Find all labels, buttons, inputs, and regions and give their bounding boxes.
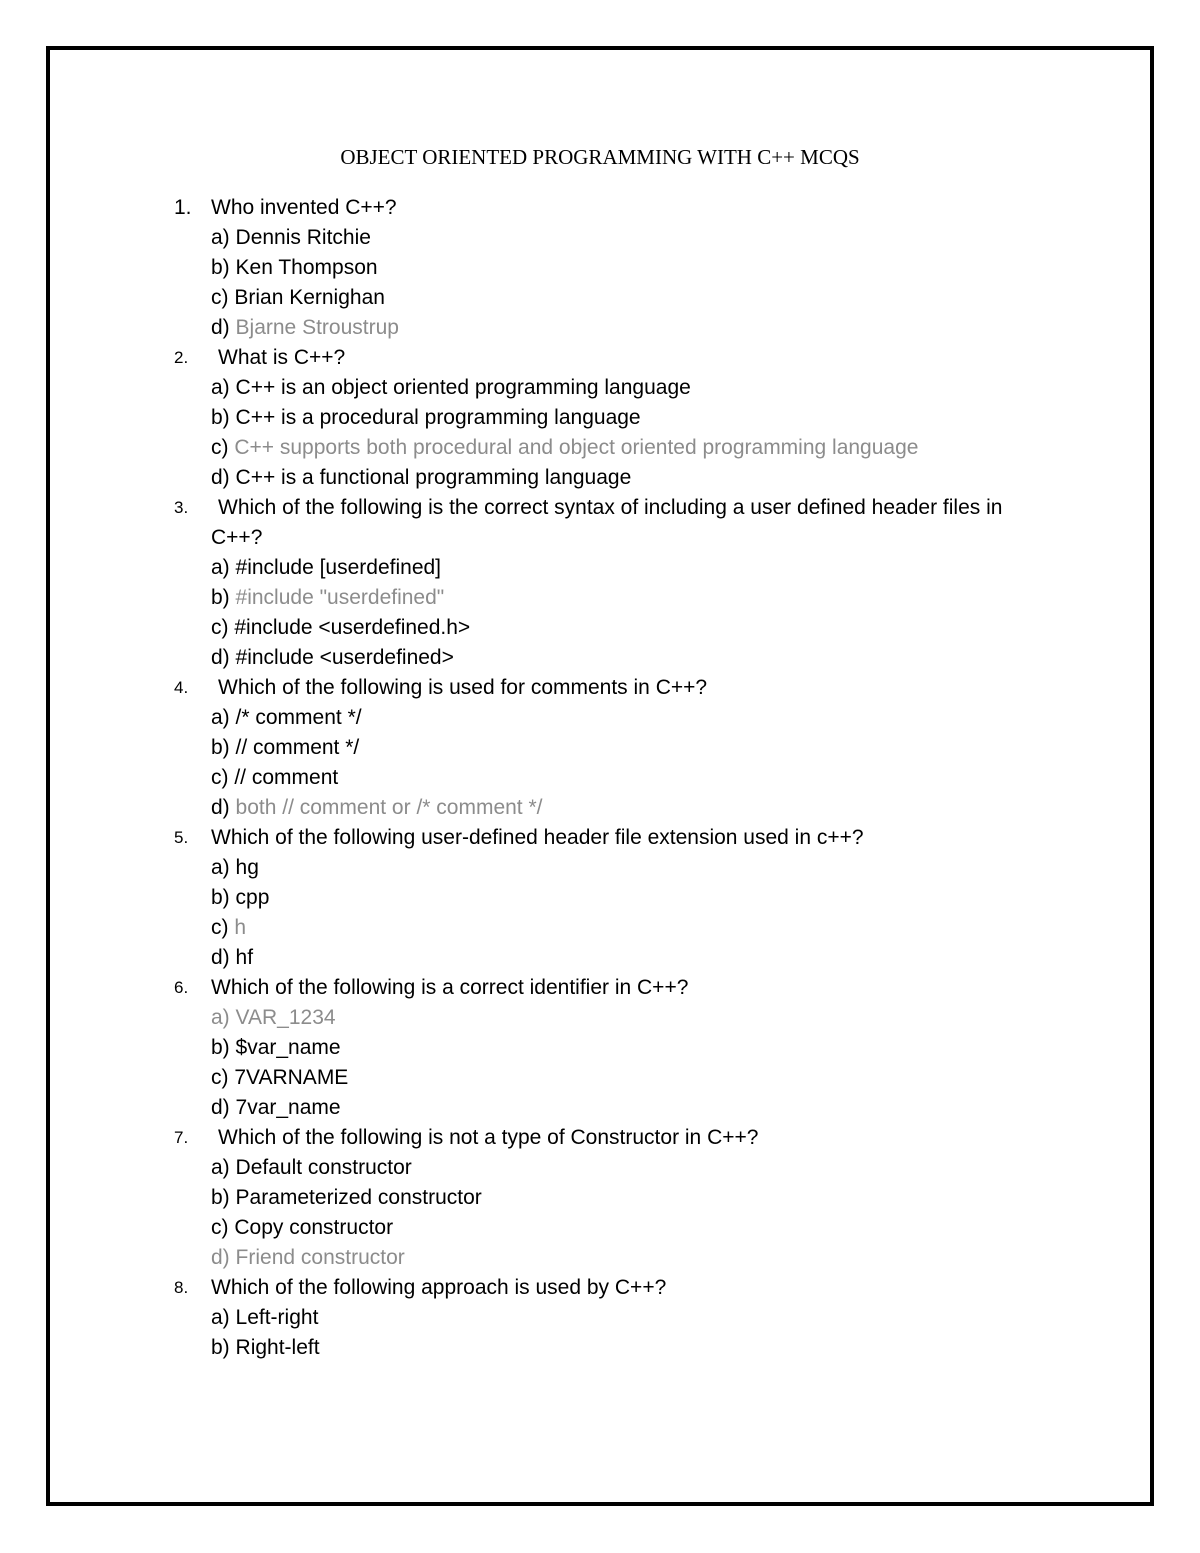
- question-text: Which of the following user-defined header file extension used in c++?: [211, 826, 864, 849]
- question-list: [174, 193, 1074, 1363]
- option-text: // comment: [234, 766, 339, 789]
- option-label: c): [211, 436, 229, 459]
- option-item: [174, 553, 1074, 583]
- option-text: Brian Kernighan: [234, 286, 385, 309]
- option-text: Left-right: [235, 1306, 319, 1329]
- option-text: C++ is a functional programming language: [235, 466, 632, 489]
- option-item: [174, 1153, 1074, 1183]
- option-item: [174, 403, 1074, 433]
- option-item: [174, 1033, 1074, 1063]
- question-number: 5.: [174, 828, 189, 847]
- option-text: // comment */: [235, 736, 360, 759]
- question-5: [174, 823, 1074, 973]
- option-label: d): [211, 316, 230, 339]
- option-label: c): [211, 916, 229, 939]
- correct-answer-text: h: [234, 916, 247, 939]
- question-5-line: [174, 823, 1074, 853]
- option-label: a): [211, 1006, 230, 1029]
- option-text: #include <userdefined>: [235, 646, 454, 669]
- option-item: [174, 223, 1074, 253]
- option-label: c): [211, 616, 229, 639]
- option-item: [174, 1093, 1074, 1123]
- option-item: [174, 463, 1074, 493]
- option-item-answer: [174, 1003, 1074, 1033]
- option-text: Dennis Ritchie: [235, 226, 371, 249]
- option-item: [174, 1303, 1074, 1333]
- option-text: Ken Thompson: [235, 256, 378, 279]
- question-4: [174, 673, 1074, 823]
- question-text: What is C++?: [218, 346, 346, 369]
- option-label: a): [211, 706, 230, 729]
- option-item: [174, 1063, 1074, 1093]
- question-number: 7.: [174, 1128, 189, 1147]
- option-item-answer: [174, 433, 1074, 463]
- option-label: c): [211, 286, 229, 309]
- option-item-answer: [174, 313, 1074, 343]
- question-7-line: [174, 1123, 1074, 1153]
- option-item: [174, 1333, 1074, 1363]
- option-label: b): [211, 586, 230, 609]
- question-number: 1.: [174, 196, 192, 219]
- question-text: Which of the following is used for comments in C++?: [218, 676, 708, 699]
- question-number: 4.: [174, 678, 189, 697]
- option-label: b): [211, 1186, 230, 1209]
- question-number: 8.: [174, 1278, 189, 1297]
- option-label: b): [211, 256, 230, 279]
- option-label: d): [211, 646, 230, 669]
- option-item: [174, 613, 1074, 643]
- option-item: [174, 733, 1074, 763]
- option-label: d): [211, 1246, 230, 1269]
- question-2-line: [174, 343, 1074, 373]
- correct-answer-text: VAR_1234: [235, 1006, 336, 1029]
- question-8-line: [174, 1273, 1074, 1303]
- option-label: d): [211, 796, 230, 819]
- question-6: [174, 973, 1074, 1123]
- option-item: [174, 643, 1074, 673]
- option-item: [174, 853, 1074, 883]
- question-3: [174, 493, 1074, 673]
- question-text: Which of the following is a correct identifier in C++?: [211, 976, 689, 999]
- option-text: hg: [235, 856, 259, 879]
- correct-answer-text: both // comment or /* comment */: [235, 796, 543, 819]
- option-label: a): [211, 1156, 230, 1179]
- option-text: $var_name: [235, 1036, 341, 1059]
- correct-answer-text: Friend constructor: [235, 1246, 405, 1269]
- correct-answer-text: Bjarne Stroustrup: [235, 316, 399, 339]
- option-item-answer: [174, 1243, 1074, 1273]
- question-7: [174, 1123, 1074, 1273]
- question-3-line: [174, 493, 1074, 553]
- option-item-answer: [174, 793, 1074, 823]
- question-text: Who invented C++?: [211, 196, 397, 219]
- option-text: 7VARNAME: [234, 1066, 349, 1089]
- question-number: 6.: [174, 978, 189, 997]
- option-item: [174, 883, 1074, 913]
- question-6-line: [174, 973, 1074, 1003]
- question-number: 3.: [174, 498, 189, 517]
- question-text: Which of the following is the correct syntax of including a user defined header files in C++?: [211, 496, 1003, 549]
- option-item: [174, 763, 1074, 793]
- question-8: [174, 1273, 1074, 1363]
- question-text: Which of the following is not a type of Constructor in C++?: [218, 1126, 759, 1149]
- option-item: [174, 943, 1074, 973]
- option-label: b): [211, 736, 230, 759]
- option-text: Parameterized constructor: [235, 1186, 482, 1209]
- option-label: c): [211, 766, 229, 789]
- correct-answer-text: #include "userdefined": [235, 586, 445, 609]
- question-1: [174, 193, 1074, 343]
- option-label: a): [211, 1306, 230, 1329]
- option-item-answer: [174, 913, 1074, 943]
- question-2: [174, 343, 1074, 493]
- document-title: OBJECT ORIENTED PROGRAMMING WITH C++ MCQS: [340, 145, 860, 169]
- option-item: [174, 703, 1074, 733]
- option-label: c): [211, 1066, 229, 1089]
- option-label: a): [211, 556, 230, 579]
- option-text: #include <userdefined.h>: [234, 616, 471, 639]
- option-text: 7var_name: [235, 1096, 341, 1119]
- option-text: C++ is a procedural programming language: [235, 406, 641, 429]
- option-label: a): [211, 376, 230, 399]
- option-text: Right-left: [235, 1336, 320, 1359]
- question-4-line: [174, 673, 1074, 703]
- option-text: #include [userdefined]: [235, 556, 442, 579]
- option-label: a): [211, 226, 230, 249]
- option-item: [174, 283, 1074, 313]
- option-label: b): [211, 406, 230, 429]
- question-number: 2.: [174, 348, 189, 367]
- option-label: b): [211, 886, 230, 909]
- question-text: Which of the following approach is used by C++?: [211, 1276, 667, 1299]
- option-label: d): [211, 1096, 230, 1119]
- correct-answer-text: C++ supports both procedural and object oriented programming language: [234, 436, 919, 459]
- option-text: Copy constructor: [234, 1216, 394, 1239]
- option-label: b): [211, 1036, 230, 1059]
- option-item-answer: [174, 583, 1074, 613]
- option-text: Default constructor: [235, 1156, 412, 1179]
- option-label: a): [211, 856, 230, 879]
- option-label: b): [211, 1336, 230, 1359]
- option-label: c): [211, 1216, 229, 1239]
- option-item: [174, 253, 1074, 283]
- option-text: cpp: [235, 886, 270, 909]
- option-label: d): [211, 946, 230, 969]
- option-text: /* comment */: [235, 706, 362, 729]
- option-item: [174, 1183, 1074, 1213]
- option-text: hf: [235, 946, 254, 969]
- option-text: C++ is an object oriented programming language: [235, 376, 691, 399]
- question-1-line: [174, 193, 1074, 223]
- option-label: d): [211, 466, 230, 489]
- option-item: [174, 1213, 1074, 1243]
- option-item: [174, 373, 1074, 403]
